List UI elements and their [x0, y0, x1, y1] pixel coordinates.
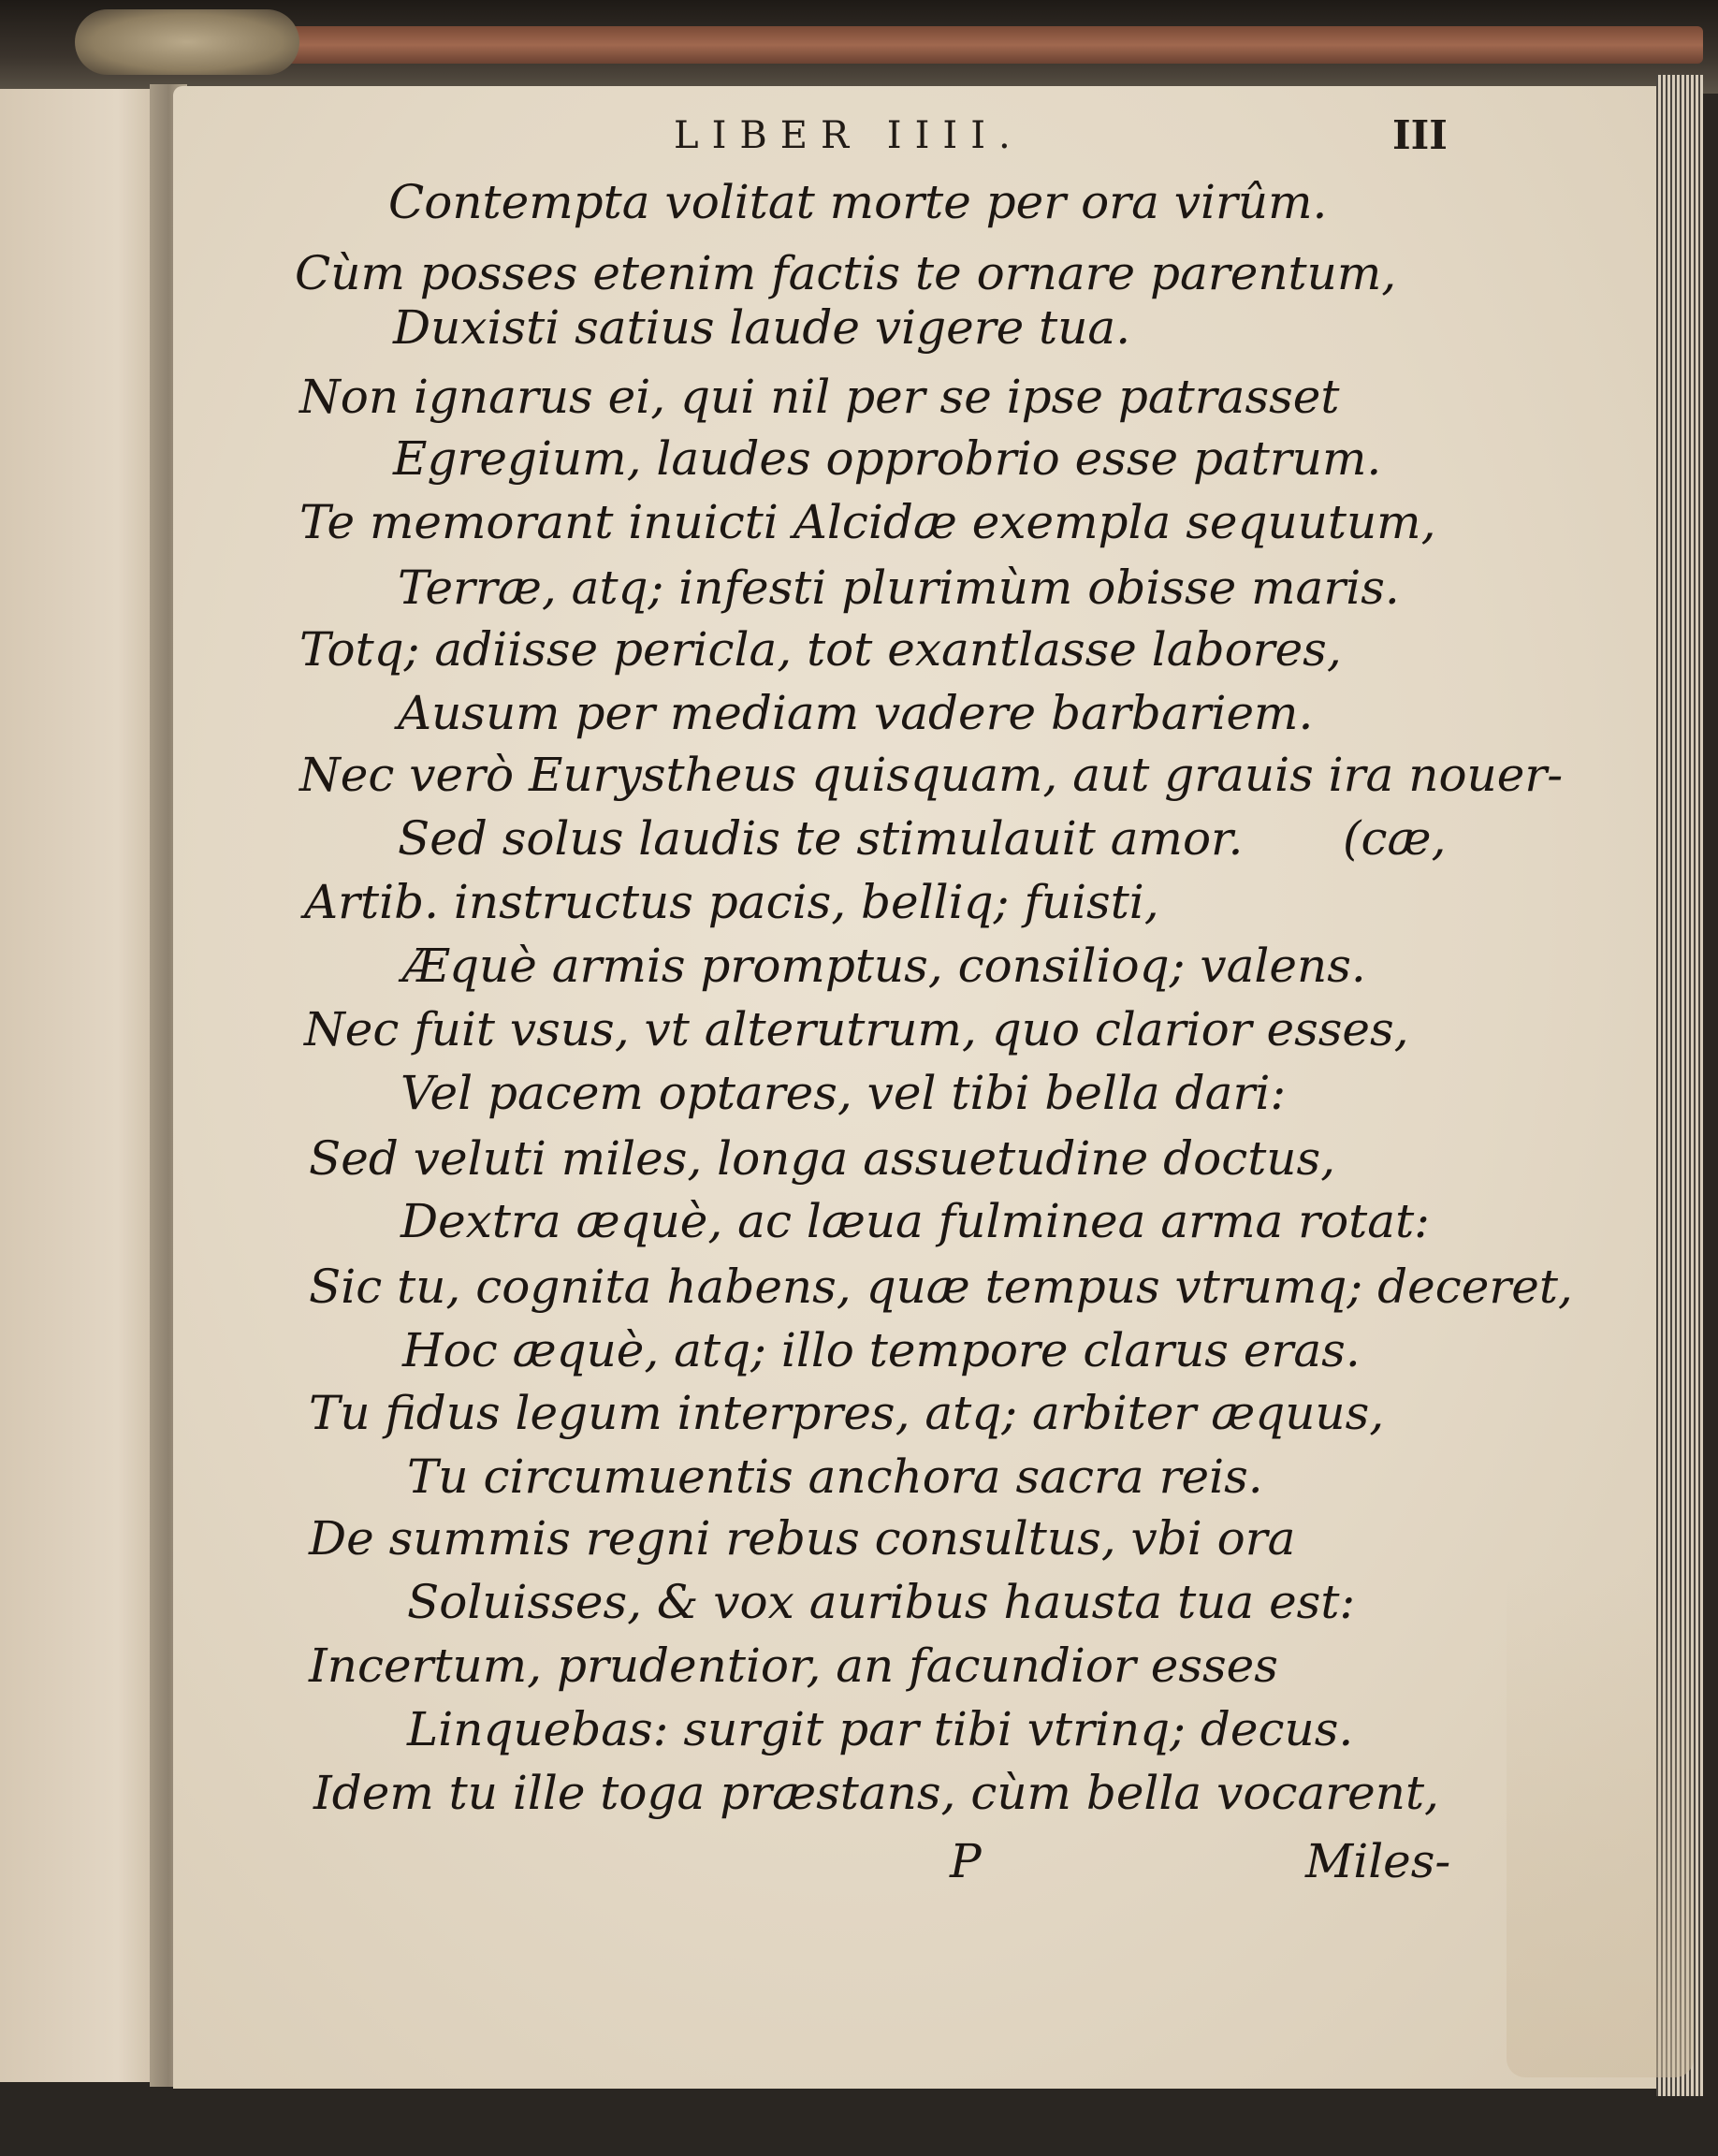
- verse-line: Duxisti satius laude vigere tua.: [393, 300, 1131, 355]
- verse-turnover: (cæ,: [1343, 811, 1447, 866]
- catchword: Miles-: [1305, 1834, 1451, 1888]
- verse-line: Incertum, prudentior, an facundior esses: [309, 1639, 1278, 1693]
- verse-line: Non ignarus ei, qui nil per se ipse patrasset: [299, 370, 1340, 424]
- verse-line: Te memorant inuicti Alcidæ exempla sequutum,: [299, 495, 1436, 549]
- running-head: LIBER IIII.: [674, 114, 1024, 157]
- verse-line: Sic tu, cognita habens, quæ tempus vtrumq; deceret,: [309, 1260, 1573, 1314]
- verse-line: Tu circumuentis anchora sacra reis.: [407, 1449, 1263, 1504]
- verse-line: Egregium, laudes opprobrio esse patrum.: [393, 431, 1382, 486]
- verse-line: Nec verò Eurystheus quisquam, aut grauis ira nouer-: [299, 748, 1564, 802]
- verse-line: Cùm posses etenim factis te ornare parentum,: [295, 246, 1397, 300]
- verse-line: Vel pacem optares, vel tibi bella dari:: [400, 1066, 1287, 1120]
- verse-line: Sed solus laudis te stimulauit amor.: [398, 811, 1244, 866]
- verse-line: De summis regni rebus consultus, vbi ora: [309, 1511, 1296, 1566]
- verse-line: Totq; adiisse pericla, tot exantlasse labores,: [299, 622, 1342, 677]
- verse-line: Æquè armis promptus, consilioq; valens.: [402, 939, 1366, 993]
- verse-line: Hoc æquè, atq; illo tempore clarus eras.: [402, 1323, 1361, 1377]
- verse-line: Sed veluti miles, longa assuetudine doctus,: [309, 1131, 1336, 1186]
- verse-line: Contempta volitat morte per ora virûm.: [388, 175, 1328, 229]
- verse-line: Dextra æquè, ac læua fulminea arma rotat:: [400, 1194, 1431, 1248]
- verse-line: Linquebas: surgit par tibi vtrinq; decus.: [407, 1702, 1354, 1756]
- verse-line: Nec fuit vsus, vt alterutrum, quo clarior esses,: [304, 1002, 1409, 1056]
- verse-line: Ausum per mediam vadere barbariem.: [398, 686, 1314, 740]
- verse-line: Idem tu ille toga præstans, cùm bella vocarent,: [313, 1766, 1439, 1820]
- verse-line: Terræ, atq; infesti plurimùm obisse maris.: [398, 561, 1400, 615]
- page-number: III: [1392, 112, 1448, 158]
- verse-line: Artib. instructus pacis, belliq; fuisti,: [304, 875, 1159, 929]
- verse-line: Soluisses, & vox auribus hausta tua est:: [407, 1575, 1356, 1629]
- verse-line: Tu fidus legum interpres, atq; arbiter æquus,: [309, 1386, 1385, 1440]
- signature-mark: P: [950, 1834, 982, 1888]
